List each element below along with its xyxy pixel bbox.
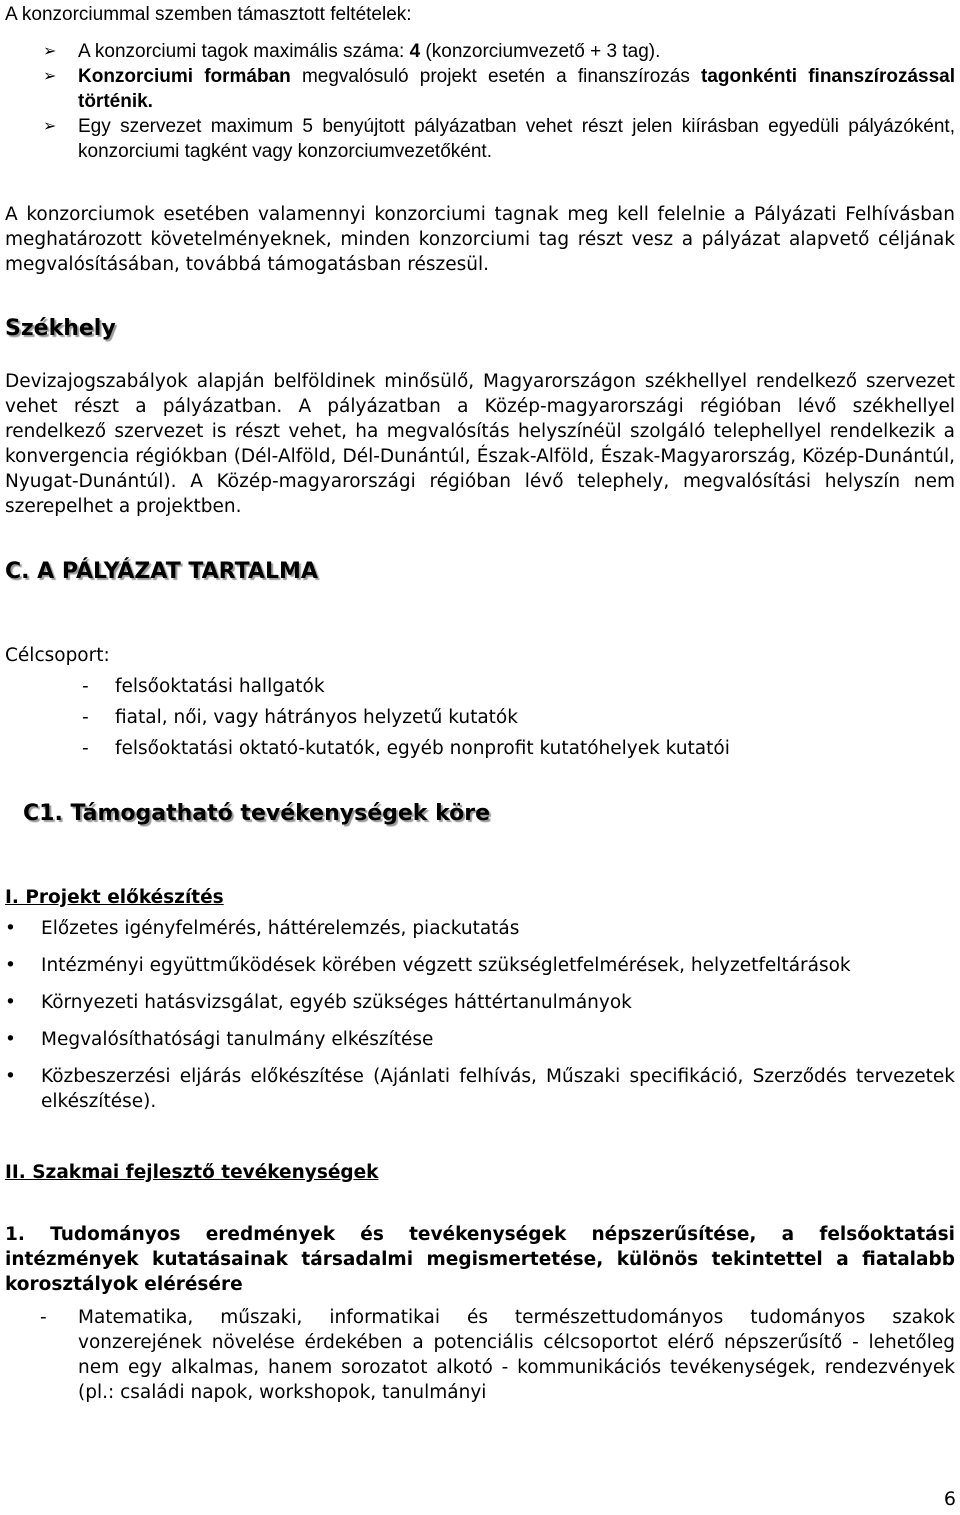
list-item: - felsőoktatási hallgatók xyxy=(82,676,325,697)
page-number: 6 xyxy=(943,1488,956,1510)
consortium-conditions-list xyxy=(5,39,955,164)
condition-item: ➢ Egy szervezet maximum 5 benyújtott pályázatban vehet részt jelen kiírásban egyedüli pályázóként, konzorciumi tagként vagy konzorciumvezetőként. xyxy=(43,116,955,162)
szekhely-paragraph: Devizajogszabályok alapján belföldinek minősülő, Magyarországon székhellyel rendelkező szervezet vehet részt a pályázatban. A pályázatban a Közép-magyarországi régióban lévő székhellyel rendelkező szervezet is részt vehet, ha megvalósítás helyszínéül szolgáló telephellyel rendelkezik a konvergencia régiókban (Dél-Alföld, Dél-Dunántúl, Észak-Alföld, Észak-Magyarország, Közép-Dunántúl, Nyugat-Dunántúl). A Közép-magyarországi régióban lévő telephely, megvalósítási helyszín nem szerepelhet a projektben. xyxy=(5,371,955,517)
list-item: • Megvalósíthatósági tanulmány elkészítése xyxy=(5,1029,434,1050)
bullet-dot-icon: • xyxy=(5,992,16,1013)
list-item: - felsőoktatási oktató-kutatók, egyéb nonprofit kutatóhelyek kutatói xyxy=(82,738,730,759)
consortium-paragraph: A konzorciumok esetében valamennyi konzorciumi tagnak meg kell felelnie a Pályázati Felhívásban meghatározott követelményeknek, minden konzorciumi tag részt vesz a pályázat alapvető céljának megvalósításában, továbbá támogatásban részesül. xyxy=(5,204,955,275)
list-item: • Előzetes igényfelmérés, háttérelemzés, piackutatás xyxy=(5,918,520,939)
arrow-bullet-icon: ➢ xyxy=(43,68,57,85)
arrow-bullet-icon: ➢ xyxy=(43,43,57,60)
list-item: • Intézményi együttműködések körében végzett szükségletfelmérések, helyzetfeltárások xyxy=(5,955,851,976)
condition-item: ➢ Konzorciumi formában megvalósuló projekt esetén a finanszírozás tagonkénti finanszírozással történik. xyxy=(43,66,955,112)
list-item: • Környezeti hatásvizsgálat, egyéb szükséges háttértanulmányok xyxy=(5,992,632,1013)
arrow-bullet-icon: ➢ xyxy=(43,118,57,135)
part2-list-item: - Matematika, műszaki, informatikai és természettudományos tudományos szakok vonzerejének növelése érdekében a potenciális célcsoportot elérő népszerűsítő - lehetőleg nem egy alkalmas, hanem sorozatot alkotó - kommunikációs tevékenységek, rendezvények (pl.: családi napok, workshopok, tanulmányi xyxy=(40,1307,955,1403)
list-item: • Közbeszerzési eljárás előkészítése (Ajánlati felhívás, Műszaki specifikáció, Szerződés tervezetek elkészítése). xyxy=(5,1066,955,1112)
list-item: - fiatal, női, vagy hátrányos helyzetű kutatók xyxy=(82,707,518,728)
target-group-list xyxy=(5,674,905,767)
bullet-dot-icon: • xyxy=(5,1029,16,1050)
condition-item: ➢ A konzorciumi tagok maximális száma: 4 (konzorciumvezető + 3 tag). xyxy=(43,41,661,62)
bullet-dot-icon: • xyxy=(5,955,16,976)
consortium-conditions-intro: A konzorciummal szemben támasztott feltételek: xyxy=(5,4,412,25)
bullet-dot-icon: • xyxy=(5,1066,16,1087)
part2-heading: II. Szakmai fejlesztő tevékenységek xyxy=(5,1162,379,1183)
c1-heading: C1. Támogatható tevékenységek köre xyxy=(23,801,490,826)
bullet-dot-icon: • xyxy=(5,918,16,939)
part2-sub-heading: 1. Tudományos eredmények és tevékenységek népszerűsítése, a felsőoktatási intézmények kutatásainak társadalmi megismertetése, különös tekintettel a fiatalabb korosztályok elérésére xyxy=(5,1224,955,1295)
part1-list xyxy=(5,916,955,1114)
part1-heading: I. Projekt előkészítés xyxy=(5,887,224,908)
target-group-label: Célcsoport: xyxy=(5,645,110,666)
szekhely-heading: Székhely xyxy=(5,316,116,341)
section-c-heading: C. A PÁLYÁZAT TARTALMA xyxy=(5,559,318,584)
